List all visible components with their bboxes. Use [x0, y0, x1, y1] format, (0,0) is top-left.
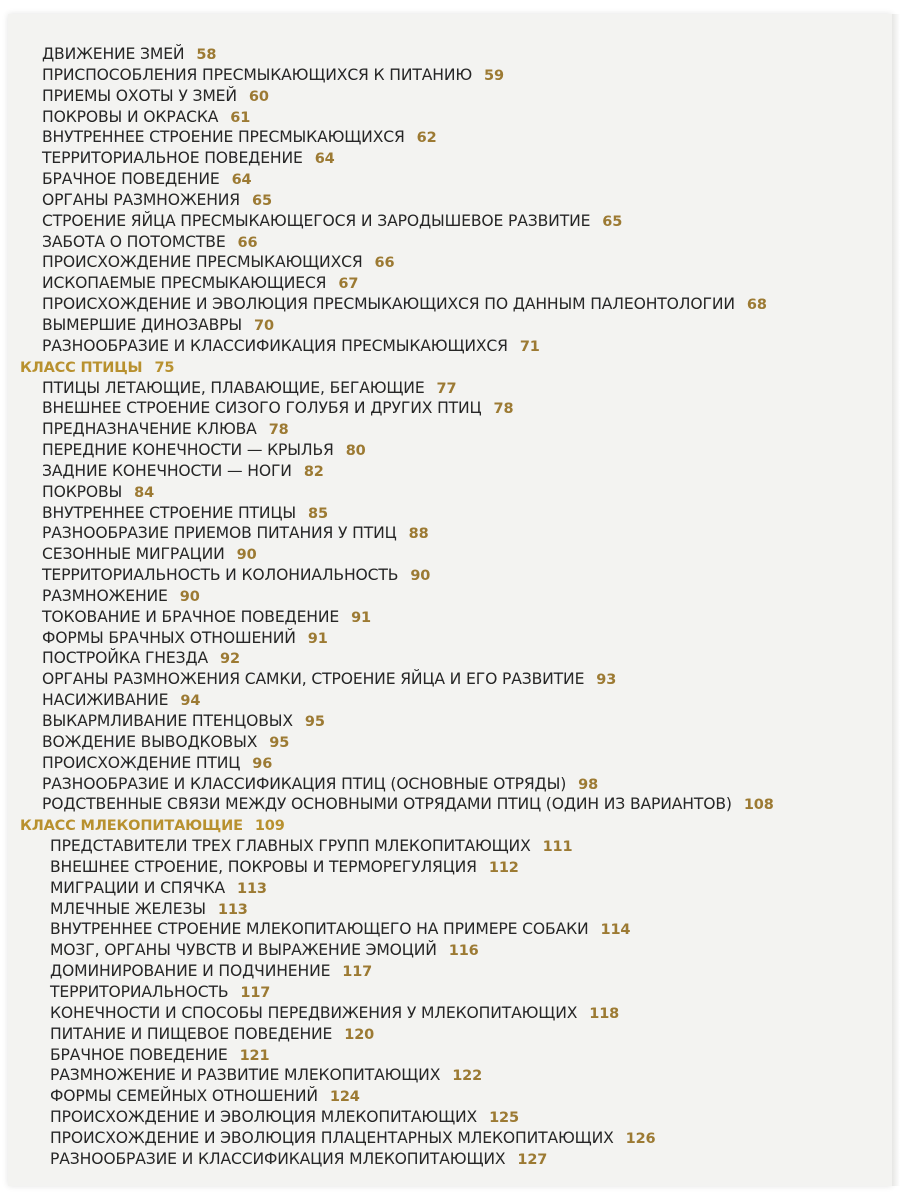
toc-entry	[8, 336, 892, 357]
toc-entry-title: БРАЧНОЕ ПОВЕДЕНИЕ	[42, 170, 220, 189]
toc-entry	[8, 607, 892, 628]
toc-entry	[8, 1024, 892, 1045]
toc-entry-page: 117	[342, 964, 373, 981]
toc-entry-title: ТОКОВАНИЕ И БРАЧНОЕ ПОВЕДЕНИЕ	[42, 607, 340, 626]
toc-entry	[8, 711, 892, 732]
toc-entry-page: 59	[484, 67, 504, 84]
toc-entry-title: ВОЖДЕНИЕ ВЫВОДКОВЫХ	[42, 732, 258, 751]
toc-entry	[8, 1107, 892, 1128]
toc-entry-page: 67	[338, 276, 359, 293]
toc-entry-page: 91	[307, 630, 328, 647]
toc-entry	[8, 690, 892, 711]
toc-entry-page: 82	[303, 463, 324, 480]
toc-entry-page: 64	[231, 172, 252, 189]
toc-entry-page: 98	[578, 776, 599, 793]
toc-entry-title: ВНУТРЕННЕЕ СТРОЕНИЕ ПТИЦЫ	[42, 503, 296, 522]
toc-entry-page: 65	[602, 213, 623, 230]
toc-entry-page: 126	[625, 1130, 656, 1147]
toc-entry-title: РАЗМНОЖЕНИЕ	[42, 586, 168, 605]
toc-entry	[8, 503, 892, 524]
toc-entry-title: ПИТАНИЕ И ПИЩЕВОЕ ПОВЕДЕНИЕ	[50, 1024, 333, 1043]
toc-entry	[8, 127, 892, 148]
toc-entry-title: СЕЗОННЫЕ МИГРАЦИИ	[42, 545, 225, 564]
toc-entry-page: 80	[345, 443, 366, 460]
toc-entry	[8, 836, 892, 857]
toc-entry	[8, 378, 892, 399]
toc-entry-page: 120	[344, 1026, 375, 1043]
toc-entry-page: 68	[746, 297, 767, 314]
toc-entry-page: 118	[589, 1005, 620, 1022]
toc-entry-page: 96	[252, 755, 273, 772]
toc-entry-page: 91	[351, 609, 371, 626]
toc-entry-page: 78	[268, 422, 289, 439]
toc-entry	[8, 961, 892, 982]
toc-entry-page: 108	[743, 797, 774, 814]
toc-entry-page: 90	[179, 588, 200, 605]
toc-entry-page: 122	[452, 1068, 483, 1085]
toc-entry-title: СТРОЕНИЕ ЯЙЦА ПРЕСМЫКАЮЩЕГОСЯ И ЗАРОДЫШЕВОЕ РАЗВИТИЕ	[42, 211, 591, 230]
toc-entry	[8, 940, 892, 961]
toc-entry-title: ИСКОПАЕМЫЕ ПРЕСМЫКАЮЩИЕСЯ	[42, 274, 327, 293]
toc-entry-title: МЛЕЧНЫЕ ЖЕЛЕЗЫ	[50, 899, 206, 918]
toc-entry-title: ПРОИСХОЖДЕНИЕ И ЭВОЛЮЦИЯ ПЛАЦЕНТАРНЫХ МЛЕКОПИТАЮЩИХ	[50, 1128, 614, 1147]
toc-entry	[8, 482, 892, 503]
toc-entry	[8, 398, 892, 419]
toc-entry-title: ДОМИНИРОВАНИЕ И ПОДЧИНЕНИЕ	[50, 962, 331, 981]
toc-entry-page: 112	[488, 859, 519, 876]
toc-entry-title: ПРОИСХОЖДЕНИЕ ПТИЦ	[42, 753, 241, 772]
toc-entry-page: 62	[416, 130, 437, 147]
toc-entry	[8, 190, 892, 211]
toc-section-heading	[8, 357, 892, 378]
toc-entry-title: РАЗМНОЖЕНИЕ И РАЗВИТИЕ МЛЕКОПИТАЮЩИХ	[50, 1066, 441, 1085]
toc-entry	[8, 315, 892, 336]
toc-entry	[8, 1128, 892, 1149]
toc-entry-title: ПОСТРОЙКА ГНЕЗДА	[42, 649, 208, 668]
toc-entry-title: ПРОИСХОЖДЕНИЕ И ЭВОЛЮЦИЯ ПРЕСМЫКАЮЩИХСЯ ПО ДАННЫМ ПАЛЕОНТОЛОГИИ	[42, 295, 735, 314]
toc-entry-title: ТЕРРИТОРИАЛЬНОСТЬ И КОЛОНИАЛЬНОСТЬ	[42, 566, 399, 585]
toc-entry	[8, 419, 892, 440]
toc-entry-page: 111	[542, 839, 573, 856]
toc-entry	[8, 982, 892, 1003]
toc-entry-title: ВНЕШНЕЕ СТРОЕНИЕ, ПОКРОВЫ И ТЕРМОРЕГУЛЯЦИЯ	[50, 857, 477, 876]
toc-entry-title: ПРЕДСТАВИТЕЛИ ТРЕХ ГЛАВНЫХ ГРУПП МЛЕКОПИТАЮЩИХ	[50, 837, 531, 856]
toc-entry-page: 78	[493, 401, 514, 418]
toc-entry-title: НАСИЖИВАНИЕ	[42, 691, 169, 710]
toc-entry-title: РАЗНООБРАЗИЕ И КЛАССИФИКАЦИЯ ПРЕСМЫКАЮЩИХСЯ	[42, 336, 508, 355]
toc-entry-page: 61	[230, 109, 251, 126]
toc-entry	[8, 586, 892, 607]
toc-entry	[8, 753, 892, 774]
book-page	[8, 14, 892, 1186]
toc-entry-title: МОЗГ, ОРГАНЫ ЧУВСТВ И ВЫРАЖЕНИЕ ЭМОЦИЙ	[50, 941, 437, 960]
toc-entry	[8, 211, 892, 232]
toc-entry-title: ВНУТРЕННЕЕ СТРОЕНИЕ МЛЕКОПИТАЮЩЕГО НА ПРИМЕРЕ СОБАКИ	[50, 920, 589, 939]
toc-entry-title: ПРЕДНАЗНАЧЕНИЕ КЛЮВА	[42, 420, 257, 439]
toc-entry-page: 88	[408, 526, 429, 543]
toc-entry	[8, 86, 892, 107]
toc-entry	[8, 857, 892, 878]
toc-entry-page: 90	[236, 547, 257, 564]
toc-entry-title: ЗАБОТА О ПОТОМСТВЕ	[42, 232, 226, 251]
toc-entry	[8, 107, 892, 128]
toc-entry-page: 93	[596, 672, 617, 689]
toc-entry-page: 65	[252, 192, 272, 209]
section-heading-title: КЛАСС МЛЕКОПИТАЮЩИЕ	[20, 818, 243, 835]
toc-entry	[8, 1003, 892, 1024]
toc-entry-title: ПТИЦЫ ЛЕТАЮЩИЕ, ПЛАВАЮЩИЕ, БЕГАЮЩИЕ	[42, 378, 425, 397]
toc-entry-page: 71	[519, 338, 540, 355]
toc-entry	[8, 252, 892, 273]
toc-entry-page: 124	[329, 1089, 360, 1106]
page-edge	[892, 14, 900, 1186]
toc-entry-page: 85	[308, 505, 328, 522]
toc-entry	[8, 44, 892, 65]
toc-entry-title: ЗАДНИЕ КОНЕЧНОСТИ — НОГИ	[42, 461, 292, 480]
toc-entry-title: ТЕРРИТОРИАЛЬНОСТЬ	[50, 982, 229, 1001]
toc-entry	[8, 65, 892, 86]
toc-entry-page: 127	[517, 1151, 548, 1168]
toc-entry	[8, 148, 892, 169]
toc-entry-page: 92	[220, 651, 240, 668]
table-of-contents	[8, 44, 892, 1190]
toc-entry-page: 77	[436, 380, 457, 397]
toc-entry-page: 117	[240, 984, 271, 1001]
toc-entry-title: ВЫКАРМЛИВАНИЕ ПТЕНЦОВЫХ	[42, 712, 293, 730]
toc-entry-title: ОРГАНЫ РАЗМНОЖЕНИЯ САМКИ, СТРОЕНИЕ ЯЙЦА И ЕГО РАЗВИТИЕ	[42, 670, 585, 689]
toc-entry	[8, 523, 892, 544]
toc-entry	[8, 461, 892, 482]
toc-entry-page: 113	[217, 901, 248, 918]
toc-entry	[8, 878, 892, 899]
toc-entry-title: РАЗНООБРАЗИЕ И КЛАССИФИКАЦИЯ МЛЕКОПИТАЮЩИХ	[50, 1149, 506, 1168]
toc-entry-title: ВНЕШНЕЕ СТРОЕНИЕ СИЗОГО ГОЛУБЯ И ДРУГИХ ПТИЦ	[42, 399, 482, 418]
toc-entry-page: 94	[180, 693, 201, 710]
toc-entry-title: ПРОИСХОЖДЕНИЕ ПРЕСМЫКАЮЩИХСЯ	[42, 253, 363, 272]
toc-entry	[8, 294, 892, 315]
toc-entry-title: ПОКРОВЫ И ОКРАСКА	[42, 107, 219, 126]
toc-entry-page: 58	[196, 47, 217, 63]
toc-entry	[8, 169, 892, 190]
toc-entry-title: ПЕРЕДНИЕ КОНЕЧНОСТИ — КРЫЛЬЯ	[42, 441, 334, 460]
toc-entry-page: 116	[448, 943, 479, 960]
toc-entry-title: ПРИЕМЫ ОХОТЫ У ЗМЕЙ	[42, 86, 237, 105]
toc-entry-title: ФОРМЫ СЕМЕЙНЫХ ОТНОШЕНИЙ	[50, 1087, 318, 1106]
toc-entry	[8, 899, 892, 920]
toc-entry	[8, 774, 892, 795]
toc-entry-page: 95	[269, 734, 290, 751]
toc-entry	[8, 1170, 892, 1191]
toc-entry-page: 95	[304, 714, 325, 730]
toc-entry-page: 125	[489, 1110, 519, 1127]
toc-entry	[8, 565, 892, 586]
toc-entry	[8, 440, 892, 461]
toc-entry	[8, 628, 892, 649]
section-heading-page: 109	[254, 818, 285, 835]
toc-entry-title: КОНЕЧНОСТИ И СПОСОБЫ ПЕРЕДВИЖЕНИЯ У МЛЕКОПИТАЮЩИХ	[50, 1003, 578, 1022]
toc-entry	[8, 232, 892, 253]
toc-entry-page: 70	[254, 317, 274, 334]
toc-entry	[8, 732, 892, 753]
toc-entry-title: ПРОИСХОЖДЕНИЕ И ЭВОЛЮЦИЯ МЛЕКОПИТАЮЩИХ	[50, 1108, 478, 1127]
toc-entry-page: 90	[410, 568, 431, 585]
section-heading-title: КЛАСС ПТИЦЫ	[20, 359, 143, 376]
section-heading-page: 75	[154, 359, 175, 376]
toc-entry	[8, 1149, 892, 1170]
toc-entry-page: 84	[134, 484, 155, 501]
toc-entry-page: 66	[374, 255, 395, 272]
toc-entry-title: ВНУТРЕННЕЕ СТРОЕНИЕ ПРЕСМЫКАЮЩИХСЯ	[42, 128, 405, 147]
toc-entry-title: ПРИСПОСОБЛЕНИЯ ПРЕСМЫКАЮЩИХСЯ К ПИТАНИЮ	[42, 65, 473, 84]
toc-entry	[8, 544, 892, 565]
toc-entry-title: ТЕРРИТОРИАЛЬНОЕ ПОВЕДЕНИЕ	[42, 149, 303, 168]
toc-entry	[8, 794, 892, 815]
toc-entry-page: 66	[237, 234, 258, 251]
toc-entry-page: 121	[239, 1047, 270, 1064]
toc-entry-title: ОРГАНЫ РАЗМНОЖЕНИЯ	[42, 190, 240, 209]
toc-entry-title: ДВИЖЕНИЕ ЗМЕЙ	[42, 45, 185, 63]
toc-entry	[8, 669, 892, 690]
toc-entry-page: 60	[248, 88, 269, 105]
toc-entry-title: ВЫМЕРШИЕ ДИНОЗАВРЫ	[42, 315, 242, 334]
toc-entry-page: 114	[600, 922, 631, 939]
toc-entry-title: РАЗНООБРАЗИЕ И КЛАССИФИКАЦИЯ ПТИЦ (ОСНОВНЫЕ ОТРЯДЫ)	[42, 774, 567, 793]
toc-entry	[8, 1086, 892, 1107]
toc-entry	[8, 1045, 892, 1066]
toc-section-heading	[8, 815, 892, 836]
toc-entry-title: ПОКРОВЫ	[42, 482, 123, 501]
toc-entry	[8, 919, 892, 940]
toc-entry-page: 113	[237, 880, 267, 897]
toc-entry-title: ФОРМЫ БРАЧНЫХ ОТНОШЕНИЙ	[42, 628, 296, 647]
toc-entry-title: РАЗНООБРАЗИЕ ПРИЕМОВ ПИТАНИЯ У ПТИЦ	[42, 524, 397, 543]
toc-entry-title: БРАЧНОЕ ПОВЕДЕНИЕ	[50, 1045, 228, 1064]
toc-entry	[8, 273, 892, 294]
toc-entry-title: МИГРАЦИИ И СПЯЧКА	[50, 878, 226, 897]
toc-entry	[8, 1065, 892, 1086]
toc-entry	[8, 648, 892, 669]
toc-entry-page: 64	[314, 151, 335, 168]
toc-entry-title: РОДСТВЕННЫЕ СВЯЗИ МЕЖДУ ОСНОВНЫМИ ОТРЯДАМИ ПТИЦ (ОДИН ИЗ ВАРИАНТОВ)	[42, 795, 732, 814]
